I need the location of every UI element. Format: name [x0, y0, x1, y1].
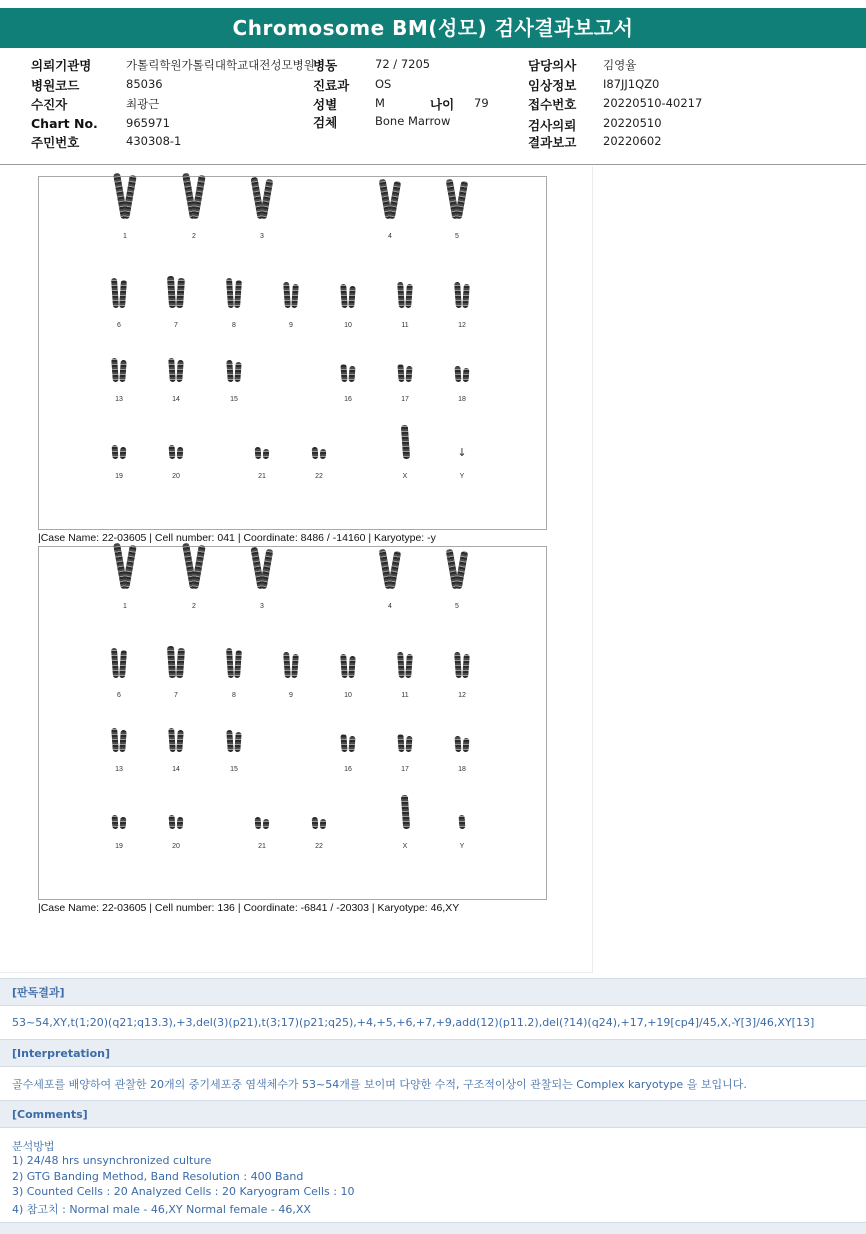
- chromatid: [226, 278, 234, 308]
- chromosome-6: [99, 278, 139, 332]
- chromosome-pair: [99, 728, 139, 752]
- chromosome-pair: [174, 543, 214, 589]
- chromosome-pair: [385, 652, 425, 678]
- chromosome-22: [299, 447, 339, 483]
- chromosome-4: [370, 179, 410, 243]
- sex-label: 성별: [313, 97, 338, 112]
- chromosome-pair: [174, 173, 214, 219]
- chromosome-pair: [242, 817, 282, 829]
- chromosome-label: 18: [458, 396, 466, 403]
- chromosome-pair: [442, 652, 482, 678]
- chromatid: [169, 815, 176, 829]
- chromatid: [388, 551, 401, 590]
- chromosome-21: [242, 447, 282, 483]
- chromosome-pair: [99, 648, 139, 678]
- chromatid: [168, 728, 176, 752]
- chromosome-pair: [328, 734, 368, 752]
- chromatid: [119, 650, 127, 678]
- chromosome-label: Y: [459, 843, 465, 850]
- chromatid: [405, 284, 413, 308]
- chromosome-1: [105, 173, 145, 243]
- chromosome-label: 19: [115, 473, 123, 480]
- age-label: 나이: [430, 97, 455, 112]
- chromosome-5: [437, 179, 477, 243]
- chromatid: [455, 181, 468, 220]
- chromosome-label: 10: [344, 322, 352, 329]
- chromosome-label: 14: [172, 396, 180, 403]
- footer-band: [0, 1222, 866, 1234]
- chromosome-pair: [437, 549, 477, 589]
- chromosome-label: 11: [401, 322, 409, 329]
- chromosome-4: [370, 549, 410, 613]
- chromosome-8: [214, 648, 254, 702]
- chromosome-label: 14: [172, 766, 180, 773]
- chromosome-label: 7: [174, 322, 178, 329]
- chromatid: [226, 730, 234, 752]
- chromosome-label: 12: [458, 322, 466, 329]
- dept-value: OS: [375, 77, 392, 91]
- chromosome-pair: [328, 284, 368, 308]
- chromosome-label: 1: [123, 603, 127, 610]
- chromosome-22: [299, 817, 339, 853]
- chromatid: [397, 734, 404, 752]
- chromosome-16: [328, 364, 368, 406]
- request-org-label: 의뢰기관명: [31, 58, 92, 73]
- chromatid: [177, 447, 184, 459]
- request-date-value: 20220510: [603, 116, 662, 130]
- chromosome-label: 5: [455, 233, 459, 240]
- chromatid: [455, 551, 468, 590]
- chromosome-12: [442, 652, 482, 702]
- chromatid: [400, 425, 409, 459]
- chromosome-8: [214, 278, 254, 332]
- chromatid: [111, 358, 119, 382]
- chromosome-9: [271, 282, 311, 332]
- comments-line-1: 분석방법: [12, 1140, 55, 1153]
- karyogram-image-2: [38, 546, 547, 900]
- chromatid: [348, 656, 356, 678]
- patient-info-block: [0, 48, 866, 165]
- chromosome-label: 13: [115, 766, 123, 773]
- chromosome-pair: [242, 547, 282, 589]
- rrn-value: 430308-1: [126, 134, 182, 148]
- accession-value: 20220510-40217: [603, 96, 703, 110]
- comments-line-5: 4) 참고치 : Normal male - 46,XY Normal female - 46,XX: [12, 1203, 311, 1216]
- chromosome-pair: [271, 652, 311, 678]
- chromosome-pair: [242, 447, 282, 459]
- chromatid: [176, 278, 185, 308]
- chromosome-label: 4: [388, 603, 392, 610]
- chromatid: [167, 276, 176, 308]
- chromosome-label: 6: [117, 322, 121, 329]
- chromosome-label: Y: [459, 473, 465, 480]
- chromatid: [234, 362, 241, 382]
- chromosome-pair: [156, 358, 196, 382]
- chromatid: [454, 736, 461, 752]
- chromatid: [234, 650, 242, 678]
- request-date-label: 검사의뢰: [528, 118, 577, 133]
- chromosome-label: 10: [344, 692, 352, 699]
- chromosome-label: 5: [455, 603, 459, 610]
- chromosome-5: [437, 549, 477, 613]
- chromosome-7: [156, 276, 196, 332]
- comments-line-2: 1) 24/48 hrs unsynchronized culture: [12, 1154, 212, 1167]
- chromatid: [320, 449, 327, 459]
- chromosome-pair: [437, 179, 477, 219]
- chromatid: [462, 284, 470, 308]
- chromatid: [112, 445, 119, 459]
- chromosome-label: 11: [401, 692, 409, 699]
- chromosome-label: 17: [401, 396, 409, 403]
- patient-value: 최광근: [126, 97, 160, 111]
- chart-no-label: Chart No.: [31, 116, 98, 131]
- chromosome-label: 8: [232, 692, 236, 699]
- chromatid: [312, 817, 319, 829]
- chromatid: [283, 652, 291, 678]
- chromatid: [255, 447, 262, 459]
- chromosome-label: 17: [401, 766, 409, 773]
- chromatid: [405, 736, 412, 752]
- chromatid: [168, 358, 176, 382]
- chromosome-label: 9: [289, 322, 293, 329]
- chromatid: [340, 654, 348, 678]
- chromosome-pair: [156, 728, 196, 752]
- chromosome-10: [328, 654, 368, 702]
- karyogram-image-1: [38, 176, 547, 530]
- chromosome-pair: [156, 646, 196, 678]
- chromosome-pair: [442, 282, 482, 308]
- chromatid: [320, 819, 327, 829]
- patient-label: 수진자: [31, 97, 68, 112]
- comments-heading: [Comments]: [0, 1100, 866, 1128]
- chromosome-11: [385, 652, 425, 702]
- chromosome-y: [442, 445, 482, 483]
- chromosome-label: 4: [388, 233, 392, 240]
- chromosome-15: [214, 360, 254, 406]
- chromosome-label: 16: [344, 396, 352, 403]
- chromosome-label: 19: [115, 843, 123, 850]
- chromosome-pair: [99, 815, 139, 829]
- chromosome-pair: [370, 549, 410, 589]
- chromosome-pair: [442, 445, 482, 459]
- chromatid: [405, 366, 412, 382]
- chromosome-pair: [214, 360, 254, 382]
- chromosome-3: [242, 177, 282, 243]
- chromatid: [291, 654, 299, 678]
- chromosome-pair: [99, 278, 139, 308]
- chromatid: [111, 728, 119, 752]
- chromosome-label: 8: [232, 322, 236, 329]
- chromosome-label: 6: [117, 692, 121, 699]
- chromosome-2: [174, 543, 214, 613]
- chromosome-3: [242, 547, 282, 613]
- chromatid: [348, 366, 355, 382]
- chromosome-pair: [385, 364, 425, 382]
- chromatid: [283, 282, 291, 308]
- chromosome-12: [442, 282, 482, 332]
- chromosome-1: [105, 543, 145, 613]
- missing-arrow-icon: ↓: [457, 446, 467, 459]
- chromatid: [397, 652, 405, 678]
- chromosome-pair: [442, 366, 482, 382]
- chromosome-pair: [299, 817, 339, 829]
- report-date-value: 20220602: [603, 134, 662, 148]
- chromosome-pair: [105, 543, 145, 589]
- chromatid: [459, 815, 466, 829]
- chromosome-pair: [385, 425, 425, 459]
- chromatid: [454, 282, 462, 308]
- chromosome-label: X: [402, 843, 408, 850]
- chromatid: [226, 648, 234, 678]
- chromatid: [405, 654, 413, 678]
- accession-label: 접수번호: [528, 97, 577, 112]
- report-date-label: 결과보고: [528, 135, 577, 150]
- chromatid: [291, 284, 299, 308]
- chromosome-y: [442, 815, 482, 853]
- chromatid: [454, 366, 461, 382]
- chromosome-pair: [442, 736, 482, 752]
- chromatid: [388, 181, 401, 220]
- hospital-code-value: 85036: [126, 77, 163, 91]
- clinical-label: 임상정보: [528, 78, 577, 93]
- chromosome-21: [242, 817, 282, 853]
- specimen-label: 검체: [313, 115, 338, 130]
- chromosome-19: [99, 815, 139, 853]
- chromosome-13: [99, 358, 139, 406]
- ward-label: 병동: [313, 58, 338, 73]
- chromatid: [340, 284, 348, 308]
- chromatid: [263, 449, 270, 459]
- chromosome-17: [385, 734, 425, 776]
- chromosome-16: [328, 734, 368, 776]
- chromosome-label: 15: [230, 396, 238, 403]
- chromosome-10: [328, 284, 368, 332]
- chromosome-x: [385, 425, 425, 483]
- chromosome-17: [385, 364, 425, 406]
- chromosome-20: [156, 815, 196, 853]
- chromatid: [234, 280, 242, 308]
- chromatid: [348, 736, 355, 752]
- chromatid: [112, 815, 119, 829]
- sex-value: M: [375, 96, 385, 110]
- chromatid: [119, 360, 127, 382]
- chromosome-pair: [156, 276, 196, 308]
- report-title: Chromosome BM(성모) 검사결과보고서: [0, 8, 866, 48]
- chromatid: [454, 652, 462, 678]
- chromatid: [111, 278, 119, 308]
- chromosome-label: 22: [315, 473, 323, 480]
- chromosome-pair: [271, 282, 311, 308]
- ward-value: 72 / 7205: [375, 57, 431, 71]
- chromatid: [176, 648, 185, 678]
- chromosome-pair: [214, 730, 254, 752]
- chromosome-pair: [328, 364, 368, 382]
- chromatid: [169, 445, 176, 459]
- chromatid: [463, 368, 470, 382]
- chromosome-pair: [105, 173, 145, 219]
- chromatid: [111, 648, 119, 678]
- chart-no-value: 965971: [126, 116, 170, 130]
- chromosome-pair: [99, 445, 139, 459]
- chromatid: [312, 447, 319, 459]
- chromatid: [260, 179, 274, 220]
- chromosome-label: 15: [230, 766, 238, 773]
- chromosome-18: [442, 736, 482, 776]
- chromosome-label: 21: [258, 473, 266, 480]
- chromosome-6: [99, 648, 139, 702]
- chromosome-pair: [299, 447, 339, 459]
- chromatid: [255, 817, 262, 829]
- chromosome-9: [271, 652, 311, 702]
- chromosome-18: [442, 366, 482, 406]
- chromosome-pair: [156, 815, 196, 829]
- chromosome-20: [156, 445, 196, 483]
- chromosome-label: 3: [260, 233, 264, 240]
- chromosome-11: [385, 282, 425, 332]
- chromosome-pair: [370, 179, 410, 219]
- chromosome-19: [99, 445, 139, 483]
- chromosome-label: 22: [315, 843, 323, 850]
- chromatid: [234, 732, 241, 752]
- chromosome-label: 9: [289, 692, 293, 699]
- chromatid: [462, 654, 470, 678]
- chromatid: [119, 730, 127, 752]
- chromosome-pair: [328, 654, 368, 678]
- chromatid: [340, 734, 347, 752]
- comments-line-3: 2) GTG Banding Method, Band Resolution : 400 Band: [12, 1170, 304, 1183]
- chromatid: [120, 817, 127, 829]
- doctor-label: 담당의사: [528, 58, 577, 73]
- chromatid: [397, 282, 405, 308]
- chromatid: [463, 738, 470, 752]
- chromosome-pair: [242, 177, 282, 219]
- chromatid: [167, 646, 176, 678]
- chromosome-x: [385, 795, 425, 853]
- karyogram-caption-2: |Case Name: 22-03605 | Cell number: 136 | Coordinate: -6841 / -20303 | Karyotype: 46,XY: [38, 902, 460, 914]
- chromatid: [348, 286, 356, 308]
- chromatid: [226, 360, 234, 382]
- chromatid: [263, 819, 270, 829]
- clinical-value: I87JJ1QZ0: [603, 77, 660, 91]
- chromosome-label: 20: [172, 843, 180, 850]
- chromosome-label: 2: [192, 233, 196, 240]
- chromosome-pair: [385, 734, 425, 752]
- chromosome-7: [156, 646, 196, 702]
- chromosome-15: [214, 730, 254, 776]
- chromosome-label: 7: [174, 692, 178, 699]
- chromosome-pair: [385, 795, 425, 829]
- chromosome-14: [156, 728, 196, 776]
- result-heading: [판독결과]: [0, 978, 866, 1006]
- chromosome-label: 1: [123, 233, 127, 240]
- chromatid: [176, 730, 184, 752]
- chromosome-label: 12: [458, 692, 466, 699]
- chromosome-label: 18: [458, 766, 466, 773]
- request-org-value: 가톨릭학원가톨릭대학교대전성모병원: [126, 58, 315, 72]
- chromosome-label: 13: [115, 396, 123, 403]
- chromosome-label: 2: [192, 603, 196, 610]
- chromatid: [340, 364, 347, 382]
- chromosome-pair: [442, 815, 482, 829]
- rrn-label: 주민번호: [31, 135, 80, 150]
- chromosome-label: 21: [258, 843, 266, 850]
- chromosome-label: 3: [260, 603, 264, 610]
- chromosome-pair: [214, 648, 254, 678]
- chromosome-pair: [99, 358, 139, 382]
- chromosome-14: [156, 358, 196, 406]
- chromosome-label: X: [402, 473, 408, 480]
- chromatid: [176, 360, 184, 382]
- dept-label: 진료과: [313, 78, 350, 93]
- chromosome-pair: [385, 282, 425, 308]
- chromatid: [260, 549, 274, 590]
- specimen-value: Bone Marrow: [375, 114, 451, 128]
- chromosome-pair: [156, 445, 196, 459]
- interpretation-heading: [Interpretation]: [0, 1039, 866, 1067]
- interpretation-text: 골수세포를 배양하여 관찰한 20개의 중기세포중 염색체수가 53~54개를 보이며 다양한 수적, 구조적이상이 관찰되는 Complex karyotype 을 보입니다.: [12, 1078, 747, 1091]
- chromosome-label: 16: [344, 766, 352, 773]
- chromosome-pair: [214, 278, 254, 308]
- karyogram-caption-1: |Case Name: 22-03605 | Cell number: 041 | Coordinate: 8486 / -14160 | Karyotype: -y: [38, 532, 436, 544]
- age-value: 79: [474, 96, 489, 110]
- hospital-code-label: 병원코드: [31, 78, 80, 93]
- chromatid: [397, 364, 404, 382]
- chromatid: [119, 280, 127, 308]
- chromosome-2: [174, 173, 214, 243]
- chromatid: [120, 447, 127, 459]
- doctor-value: 김영율: [603, 58, 637, 72]
- chromatid: [177, 817, 184, 829]
- comments-line-4: 3) Counted Cells : 20 Analyzed Cells : 20 Karyogram Cells : 10: [12, 1185, 355, 1198]
- chromatid: [400, 795, 409, 829]
- result-text: 53~54,XY,t(1;20)(q21;q13.3),+3,del(3)(p21),t(3;17)(p21;q25),+4,+5,+6,+7,+9,add(12)(p11.2),del(?14)(q24),+17,+19[cp4]/45,X,-Y[3]/46,XY[13]: [12, 1016, 815, 1029]
- chromosome-13: [99, 728, 139, 776]
- chromosome-label: 20: [172, 473, 180, 480]
